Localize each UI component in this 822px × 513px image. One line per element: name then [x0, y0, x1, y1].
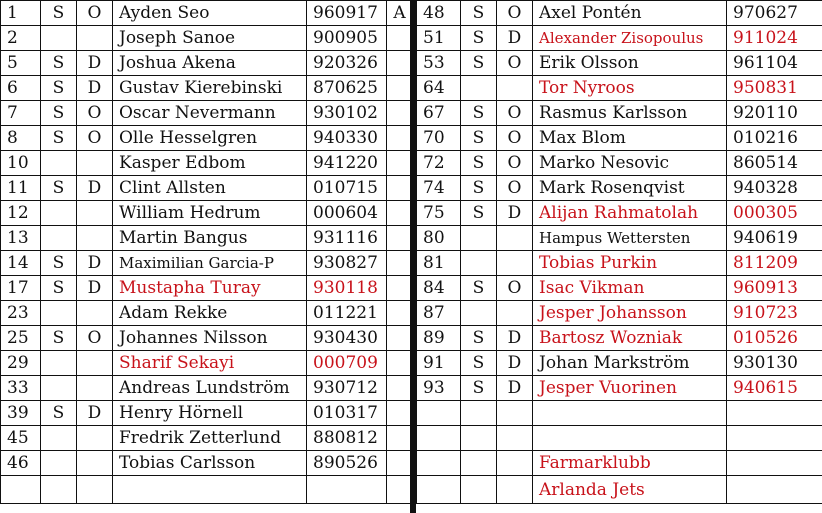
player-name: Hampus Wettersten	[533, 226, 727, 251]
roster-row	[1, 301, 413, 326]
player-name: Clint Allsten	[113, 176, 307, 201]
player-s-mark	[41, 151, 77, 176]
roster-row	[417, 101, 822, 126]
player-name: Max Blom	[533, 126, 727, 151]
player-number: 48	[417, 1, 461, 26]
player-s-mark: S	[41, 101, 77, 126]
player-id: 940330	[307, 126, 387, 151]
player-number	[1, 476, 41, 504]
player-position: D	[77, 401, 113, 426]
player-id: 811209	[727, 251, 822, 276]
player-s-mark: S	[461, 1, 497, 26]
player-id: 890526	[307, 451, 387, 476]
player-number: 10	[1, 151, 41, 176]
player-position	[77, 476, 113, 504]
player-s-mark	[41, 301, 77, 326]
player-number: 53	[417, 51, 461, 76]
player-flag	[387, 151, 413, 176]
player-number: 23	[1, 301, 41, 326]
player-position	[77, 26, 113, 51]
player-position	[77, 426, 113, 451]
player-flag	[387, 176, 413, 201]
player-id: 930827	[307, 251, 387, 276]
player-s-mark	[461, 301, 497, 326]
player-flag: A	[387, 1, 413, 26]
player-s-mark: S	[461, 326, 497, 351]
roster-row	[1, 201, 413, 226]
player-name: Rasmus Karlsson	[533, 101, 727, 126]
player-name: Joshua Akena	[113, 51, 307, 76]
player-position	[497, 401, 533, 426]
player-position: O	[497, 276, 533, 301]
player-flag	[387, 101, 413, 126]
player-s-mark: S	[461, 351, 497, 376]
player-name: Maximilian Garcia-P	[113, 251, 307, 276]
player-position	[497, 451, 533, 476]
roster-row	[417, 1, 822, 26]
player-flag	[387, 126, 413, 151]
player-s-mark: S	[461, 176, 497, 201]
player-s-mark	[41, 376, 77, 401]
player-name: Tobias Purkin	[533, 251, 727, 276]
player-name: Martin Bangus	[113, 226, 307, 251]
player-flag	[387, 476, 413, 504]
player-name	[533, 401, 727, 426]
roster-row	[1, 401, 413, 426]
player-id: 961104	[727, 51, 822, 76]
player-id: 000604	[307, 201, 387, 226]
player-flag	[387, 351, 413, 376]
player-s-mark: S	[41, 326, 77, 351]
player-s-mark: S	[41, 51, 77, 76]
player-s-mark	[41, 26, 77, 51]
player-id: 940615	[727, 376, 822, 401]
player-name: Axel Pontén	[533, 1, 727, 26]
player-name: Isac Vikman	[533, 276, 727, 301]
player-s-mark: S	[41, 126, 77, 151]
roster-row	[1, 476, 413, 504]
roster-row	[1, 1, 413, 26]
player-position	[497, 76, 533, 101]
player-number: 13	[1, 226, 41, 251]
player-position	[497, 251, 533, 276]
roster-row	[1, 101, 413, 126]
player-flag	[387, 76, 413, 101]
player-position	[497, 476, 533, 504]
player-number	[417, 476, 461, 504]
player-number: 89	[417, 326, 461, 351]
roster-row	[417, 76, 822, 101]
player-position	[497, 301, 533, 326]
player-position: O	[77, 126, 113, 151]
player-s-mark	[461, 476, 497, 504]
roster-row	[417, 376, 822, 401]
player-id	[727, 401, 822, 426]
player-number: 6	[1, 76, 41, 101]
roster-row	[417, 476, 822, 504]
player-id	[307, 476, 387, 504]
player-flag	[387, 251, 413, 276]
player-flag	[387, 376, 413, 401]
player-number: 91	[417, 351, 461, 376]
player-position: D	[497, 201, 533, 226]
player-s-mark: S	[461, 51, 497, 76]
roster-row	[417, 276, 822, 301]
player-number: 64	[417, 76, 461, 101]
player-name: Kasper Edbom	[113, 151, 307, 176]
player-id: 000305	[727, 201, 822, 226]
player-number: 8	[1, 126, 41, 151]
player-s-mark: S	[41, 401, 77, 426]
player-number: 70	[417, 126, 461, 151]
player-s-mark	[41, 226, 77, 251]
player-flag	[387, 201, 413, 226]
player-id: 910723	[727, 301, 822, 326]
player-id: 010216	[727, 126, 822, 151]
roster-row	[417, 251, 822, 276]
player-name: Tor Nyroos	[533, 76, 727, 101]
player-name: Marko Nesovic	[533, 151, 727, 176]
player-name	[113, 476, 307, 504]
player-number	[417, 401, 461, 426]
player-id: 940619	[727, 226, 822, 251]
player-s-mark: S	[461, 151, 497, 176]
player-number: 11	[1, 176, 41, 201]
player-id: 880812	[307, 426, 387, 451]
player-s-mark: S	[41, 76, 77, 101]
player-flag	[387, 226, 413, 251]
player-name: Alijan Rahmatolah	[533, 201, 727, 226]
roster-row	[1, 376, 413, 401]
player-name: Sharif Sekayi	[113, 351, 307, 376]
player-name: Ayden Seo	[113, 1, 307, 26]
player-name: Tobias Carlsson	[113, 451, 307, 476]
roster-row	[417, 351, 822, 376]
player-position	[77, 351, 113, 376]
right-roster-table	[416, 0, 822, 504]
player-position: O	[497, 51, 533, 76]
roster-row	[417, 51, 822, 76]
player-position: D	[497, 351, 533, 376]
roster-row	[417, 201, 822, 226]
player-flag	[387, 276, 413, 301]
player-id: 970627	[727, 1, 822, 26]
roster-row	[417, 401, 822, 426]
roster-row	[1, 151, 413, 176]
player-id: 930712	[307, 376, 387, 401]
player-position	[77, 151, 113, 176]
player-s-mark: S	[461, 201, 497, 226]
player-s-mark: S	[41, 176, 77, 201]
player-id	[727, 476, 822, 504]
player-id: 941220	[307, 151, 387, 176]
player-name: Alexander Zisopoulus	[533, 26, 727, 51]
player-name: Farmarklubb	[533, 451, 727, 476]
player-number: 1	[1, 1, 41, 26]
player-name: Fredrik Zetterlund	[113, 426, 307, 451]
player-id: 960917	[307, 1, 387, 26]
player-number: 75	[417, 201, 461, 226]
roster-row	[417, 176, 822, 201]
player-flag	[387, 51, 413, 76]
player-id: 920326	[307, 51, 387, 76]
player-position: D	[77, 76, 113, 101]
player-name: Johan Markström	[533, 351, 727, 376]
player-s-mark: S	[461, 101, 497, 126]
player-id: 931116	[307, 226, 387, 251]
player-name: Bartosz Wozniak	[533, 326, 727, 351]
roster-row	[1, 26, 413, 51]
roster-row	[1, 276, 413, 301]
player-id: 010715	[307, 176, 387, 201]
player-id	[727, 426, 822, 451]
player-s-mark	[41, 451, 77, 476]
roster-row	[1, 451, 413, 476]
player-s-mark	[41, 476, 77, 504]
player-s-mark	[41, 351, 77, 376]
player-name: Erik Olsson	[533, 51, 727, 76]
player-id: 930118	[307, 276, 387, 301]
roster-row	[417, 26, 822, 51]
roster-row	[1, 426, 413, 451]
player-position: D	[497, 326, 533, 351]
player-id: 010317	[307, 401, 387, 426]
player-position: D	[77, 276, 113, 301]
player-s-mark	[461, 76, 497, 101]
player-position: O	[497, 176, 533, 201]
player-s-mark: S	[461, 126, 497, 151]
player-number: 93	[417, 376, 461, 401]
player-position: O	[77, 326, 113, 351]
player-position: D	[497, 376, 533, 401]
roster-row	[1, 326, 413, 351]
player-name: Gustav Kierebinski	[113, 76, 307, 101]
player-s-mark: S	[461, 376, 497, 401]
player-number: 12	[1, 201, 41, 226]
player-position: D	[497, 26, 533, 51]
roster-row	[417, 301, 822, 326]
player-position: D	[77, 251, 113, 276]
player-s-mark: S	[461, 26, 497, 51]
roster-row	[1, 51, 413, 76]
player-name: Henry Hörnell	[113, 401, 307, 426]
player-number: 33	[1, 376, 41, 401]
player-id: 940328	[727, 176, 822, 201]
player-position: O	[77, 101, 113, 126]
player-id: 930102	[307, 101, 387, 126]
player-flag	[387, 426, 413, 451]
roster-row	[417, 426, 822, 451]
player-id: 930130	[727, 351, 822, 376]
player-position	[77, 376, 113, 401]
player-number: 25	[1, 326, 41, 351]
player-s-mark: S	[461, 276, 497, 301]
player-id: 911024	[727, 26, 822, 51]
player-number: 81	[417, 251, 461, 276]
player-flag	[387, 326, 413, 351]
player-s-mark	[461, 226, 497, 251]
player-position	[77, 226, 113, 251]
roster-row	[417, 326, 822, 351]
player-number: 87	[417, 301, 461, 326]
player-id: 900905	[307, 26, 387, 51]
player-id: 000709	[307, 351, 387, 376]
player-number: 7	[1, 101, 41, 126]
player-id: 930430	[307, 326, 387, 351]
player-id: 870625	[307, 76, 387, 101]
player-number: 84	[417, 276, 461, 301]
player-id: 860514	[727, 151, 822, 176]
roster-row	[417, 226, 822, 251]
player-id: 960913	[727, 276, 822, 301]
player-number: 2	[1, 26, 41, 51]
player-s-mark	[41, 201, 77, 226]
player-number: 51	[417, 26, 461, 51]
roster-row	[1, 351, 413, 376]
roster-row	[1, 76, 413, 101]
player-s-mark	[41, 426, 77, 451]
player-number: 46	[1, 451, 41, 476]
roster-row	[1, 226, 413, 251]
player-name: Jesper Johansson	[533, 301, 727, 326]
player-flag	[387, 451, 413, 476]
player-position	[77, 301, 113, 326]
player-id	[727, 451, 822, 476]
player-position	[77, 451, 113, 476]
player-number: 39	[1, 401, 41, 426]
player-number: 45	[1, 426, 41, 451]
player-position	[77, 201, 113, 226]
player-position	[497, 426, 533, 451]
player-number: 67	[417, 101, 461, 126]
roster-row	[417, 451, 822, 476]
player-s-mark	[461, 451, 497, 476]
player-s-mark: S	[41, 1, 77, 26]
player-position: O	[497, 151, 533, 176]
player-position: O	[497, 126, 533, 151]
player-name: Adam Rekke	[113, 301, 307, 326]
player-name: Mark Rosenqvist	[533, 176, 727, 201]
player-position: D	[77, 51, 113, 76]
player-number: 80	[417, 226, 461, 251]
player-s-mark	[461, 251, 497, 276]
player-s-mark	[461, 401, 497, 426]
player-id: 920110	[727, 101, 822, 126]
player-number: 29	[1, 351, 41, 376]
player-name	[533, 426, 727, 451]
player-number: 72	[417, 151, 461, 176]
player-position: O	[497, 1, 533, 26]
player-id: 010526	[727, 326, 822, 351]
player-id: 950831	[727, 76, 822, 101]
player-name: Olle Hesselgren	[113, 126, 307, 151]
player-number: 14	[1, 251, 41, 276]
player-flag	[387, 26, 413, 51]
player-number	[417, 451, 461, 476]
player-name: Joseph Sanoe	[113, 26, 307, 51]
player-number: 74	[417, 176, 461, 201]
player-s-mark: S	[41, 276, 77, 301]
player-name: Jesper Vuorinen	[533, 376, 727, 401]
player-number	[417, 426, 461, 451]
player-position	[497, 226, 533, 251]
roster-row	[1, 176, 413, 201]
left-roster-table	[0, 0, 413, 504]
player-position: O	[77, 1, 113, 26]
roster-row	[1, 251, 413, 276]
player-flag	[387, 301, 413, 326]
player-number: 5	[1, 51, 41, 76]
roster-row	[417, 151, 822, 176]
player-position: D	[77, 176, 113, 201]
player-s-mark	[461, 426, 497, 451]
player-name: Mustapha Turay	[113, 276, 307, 301]
player-name: Oscar Nevermann	[113, 101, 307, 126]
player-name: William Hedrum	[113, 201, 307, 226]
player-flag	[387, 401, 413, 426]
player-id: 011221	[307, 301, 387, 326]
player-name: Andreas Lundström	[113, 376, 307, 401]
roster-row	[1, 126, 413, 151]
player-name: Arlanda Jets	[533, 476, 727, 504]
roster-row	[417, 126, 822, 151]
player-number: 17	[1, 276, 41, 301]
player-s-mark: S	[41, 251, 77, 276]
player-name: Johannes Nilsson	[113, 326, 307, 351]
player-position: O	[497, 101, 533, 126]
